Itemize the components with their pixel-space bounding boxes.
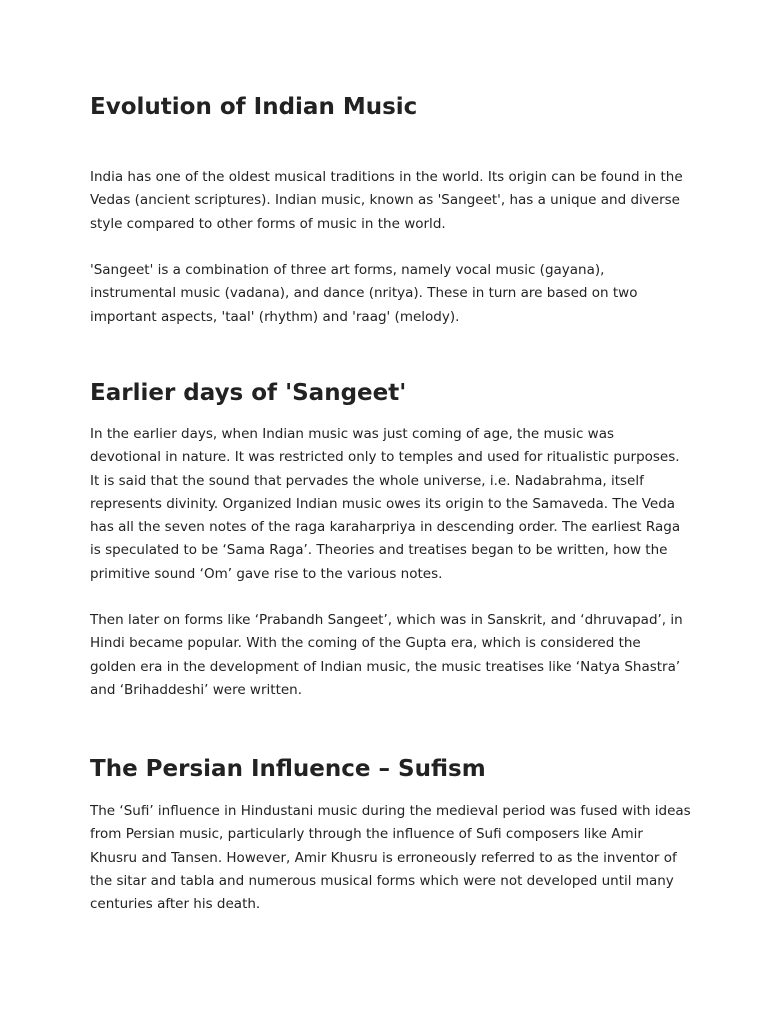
paragraph-line: Vedas (ancient scriptures). Indian music, known as 'Sangeet', has a unique and diverse bbox=[90, 192, 680, 209]
paragraph-line: golden era in the development of Indian music, the music treatises like ‘Natya Shastra’ bbox=[90, 658, 681, 675]
paragraph-sangeet-definition bbox=[90, 259, 682, 329]
heading-persian-influence: The Persian Influence – Sufism bbox=[90, 756, 486, 782]
paragraph-line: style compared to other forms of music in the world. bbox=[90, 215, 446, 232]
paragraph-intro bbox=[90, 166, 682, 236]
paragraph-line: from Persian music, particularly through the influence of Sufi composers like Amir bbox=[90, 826, 643, 843]
paragraph-line: Hindi became popular. With the coming of the Gupta era, which is considered the bbox=[90, 635, 641, 652]
paragraph-line: It is said that the sound that pervades the whole universe, i.e. Nadabrahma, itself bbox=[90, 472, 644, 489]
paragraph-line: instrumental music (vadana), and dance (nritya). These in turn are based on two bbox=[90, 285, 638, 302]
paragraph-line: In the earlier days, when Indian music was just coming of age, the music was bbox=[90, 426, 615, 442]
paragraph-line: Then later on forms like ‘Prabandh Sangeet’, which was in Sanskrit, and ‘dhruvapad’, in bbox=[90, 612, 683, 628]
paragraph-line: is speculated to be ‘Sama Raga’. Theories and treatises began to be written, how the bbox=[90, 542, 668, 559]
paragraph-line: and ‘Brihaddeshi’ were written. bbox=[90, 681, 303, 698]
paragraph-line: centuries after his death. bbox=[90, 896, 261, 913]
paragraph-line: important aspects, 'taal' (rhythm) and 'raag' (melody). bbox=[90, 308, 460, 325]
paragraph-earlier-days bbox=[90, 423, 682, 586]
paragraph-line: the sitar and tabla and numerous musical forms which were not developed until many bbox=[90, 872, 674, 889]
heading-earlier-days: Earlier days of 'Sangeet' bbox=[90, 380, 407, 406]
paragraph-line: devotional in nature. It was restricted only to temples and used for ritualistic purposes. bbox=[90, 449, 680, 466]
paragraph-line: represents divinity. Organized Indian music owes its origin to the Samaveda. The Veda bbox=[90, 495, 676, 512]
paragraph-line: 'Sangeet' is a combination of three art forms, namely vocal music (gayana), bbox=[90, 262, 605, 278]
paragraph-line: India has one of the oldest musical traditions in the world. Its origin can be found in the bbox=[90, 169, 683, 185]
heading-evolution-of-indian-music: Evolution of Indian Music bbox=[90, 94, 418, 120]
paragraph-line: The ‘Sufi’ influence in Hindustani music during the medieval period was fused with ideas bbox=[90, 803, 691, 819]
paragraph-sufi-influence bbox=[90, 800, 691, 916]
paragraph-line: primitive sound ‘Om’ gave rise to the various notes. bbox=[90, 565, 443, 582]
paragraph-line: has all the seven notes of the raga karaharpriya in descending order. The earliest Raga bbox=[90, 519, 681, 536]
paragraph-later-forms bbox=[90, 609, 682, 702]
paragraph-line: Khusru and Tansen. However, Amir Khusru is erroneously referred to as the inventor of bbox=[90, 849, 677, 866]
